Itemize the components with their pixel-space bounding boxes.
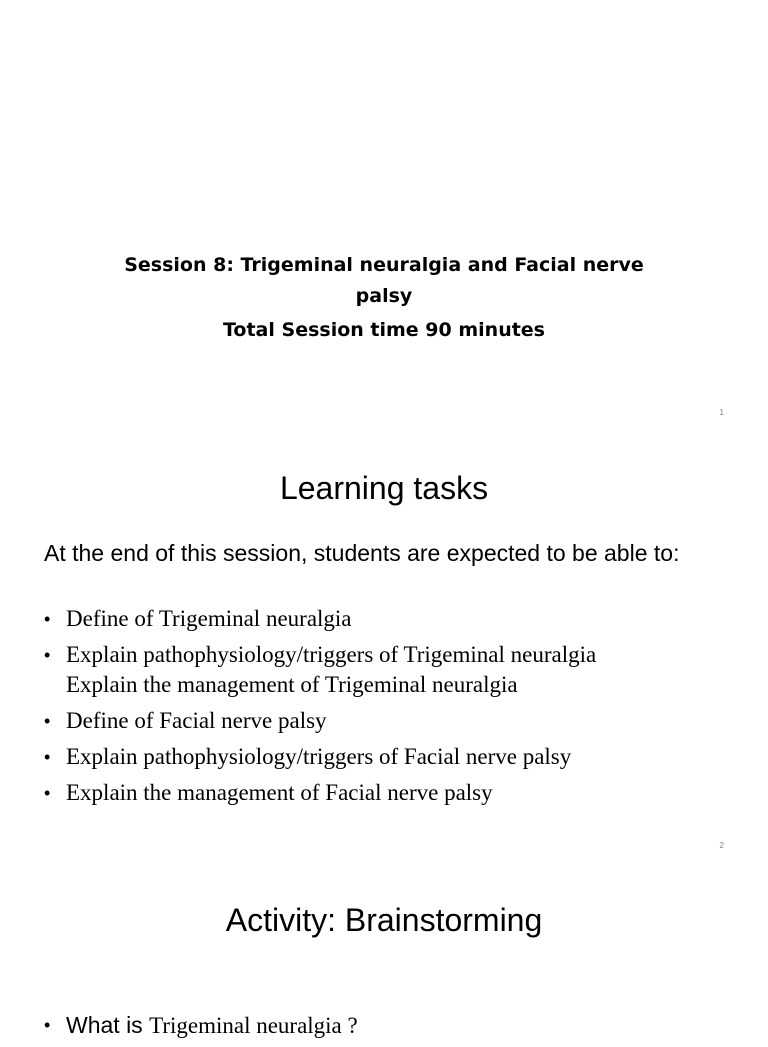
list-item-text: Explain the management of Facial nerve palsy — [66, 780, 493, 805]
list-item-text: Define of Trigeminal neuralgia — [66, 606, 352, 631]
slide-3 — [0, 864, 768, 1038]
slide-2 — [0, 432, 768, 864]
list-item — [44, 1010, 734, 1041]
bullet-icon: • — [44, 711, 51, 731]
session-title — [0, 250, 768, 312]
list-item — [44, 778, 734, 808]
list-item-text: Explain pathophysiology/triggers of Facial nerve palsy — [66, 744, 572, 769]
list-item — [44, 640, 734, 700]
bullet-icon: • — [44, 1015, 51, 1035]
bullet-icon: • — [44, 747, 51, 767]
session-title-line-2: palsy — [355, 285, 413, 307]
list-item-text: Define of Facial nerve palsy — [66, 708, 327, 733]
bullet-icon: • — [44, 783, 51, 803]
list-item-text: Explain pathophysiology/triggers of Trigeminal neuralgia — [66, 642, 597, 667]
list-item — [44, 604, 734, 634]
list-item-text: Trigeminal neuralgia ? — [149, 1013, 358, 1038]
list-item — [44, 742, 734, 772]
page-number: 1 — [719, 408, 724, 417]
slide-1 — [0, 0, 768, 432]
list-item-text-continued: Explain the management of Trigeminal neuralgia — [66, 672, 518, 697]
page-number: 2 — [719, 841, 724, 850]
session-time: Total Session time 90 minutes — [222, 319, 545, 341]
bullet-icon: • — [44, 609, 51, 629]
session-title-line-1: Session 8: Trigeminal neuralgia and Facial nerve — [124, 254, 644, 276]
list-item-lead: What is — [66, 1012, 150, 1038]
slide-heading: Learning tasks — [279, 470, 489, 506]
slide-heading: Activity: Brainstorming — [225, 902, 543, 938]
learning-tasks-list — [44, 604, 734, 814]
bullet-icon: • — [44, 645, 51, 665]
list-item — [44, 706, 734, 736]
intro-text: At the end of this session, students are expected to be able to: — [44, 540, 680, 566]
brainstorm-list — [44, 1010, 734, 1047]
